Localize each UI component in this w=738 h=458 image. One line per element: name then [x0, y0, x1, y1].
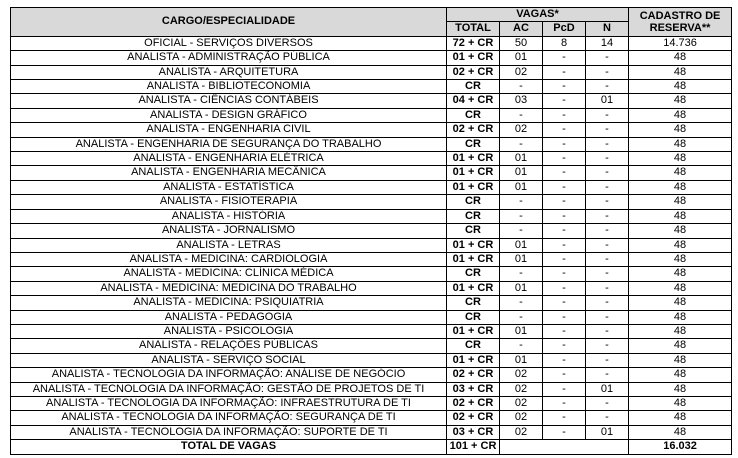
table-row	[11, 137, 732, 151]
table-row	[11, 339, 732, 353]
row-total: CR	[447, 195, 500, 209]
row-ac: 02	[500, 396, 543, 410]
row-ac: -	[500, 80, 543, 94]
row-n: -	[586, 108, 629, 122]
row-cadastro: 48	[629, 180, 732, 194]
row-pcd: -	[543, 368, 586, 382]
row-n: -	[586, 310, 629, 324]
row-pcd: -	[543, 195, 586, 209]
total-row	[11, 440, 732, 454]
row-pcd: -	[543, 267, 586, 281]
row-n: -	[586, 296, 629, 310]
table-row	[11, 281, 732, 295]
row-cadastro: 48	[629, 368, 732, 382]
row-cargo: ANALISTA - MEDICINA: MEDICINA DO TRABALHO	[11, 281, 447, 295]
row-ac: -	[500, 339, 543, 353]
row-cargo: ANALISTA - TECNOLOGIA DA INFORMAÇÃO: SEGURANÇA DE TI	[11, 411, 447, 425]
row-pcd: -	[543, 296, 586, 310]
row-pcd: -	[543, 123, 586, 137]
row-cadastro: 48	[629, 353, 732, 367]
vagas-table	[10, 7, 732, 455]
table-row	[11, 51, 732, 65]
row-cargo: ANALISTA - MEDICINA: CARDIOLOGIA	[11, 252, 447, 266]
row-cadastro: 48	[629, 209, 732, 223]
row-total: 01 + CR	[447, 180, 500, 194]
table-row	[11, 382, 732, 396]
row-total: 01 + CR	[447, 353, 500, 367]
row-total: 01 + CR	[447, 281, 500, 295]
row-cadastro: 48	[629, 65, 732, 79]
header-total: TOTAL	[447, 22, 500, 36]
row-ac: -	[500, 296, 543, 310]
row-pcd: -	[543, 281, 586, 295]
row-n: -	[586, 180, 629, 194]
row-n: -	[586, 195, 629, 209]
row-cargo: ANALISTA - TECNOLOGIA DA INFORMAÇÃO: SUPORTE DE TI	[11, 425, 447, 439]
row-ac: -	[500, 137, 543, 151]
row-cargo: ANALISTA - JORNALISMO	[11, 224, 447, 238]
row-n: -	[586, 123, 629, 137]
row-cadastro: 48	[629, 339, 732, 353]
row-pcd: -	[543, 252, 586, 266]
row-total: 03 + CR	[447, 425, 500, 439]
row-cargo: ANALISTA - MEDICINA: CLÍNICA MÉDICA	[11, 267, 447, 281]
row-cargo: ANALISTA - MEDICINA: PSIQUIATRIA	[11, 296, 447, 310]
row-ac: 50	[500, 36, 543, 50]
row-ac: -	[500, 224, 543, 238]
total-label: TOTAL DE VAGAS	[11, 440, 447, 454]
table-row	[11, 411, 732, 425]
row-total: CR	[447, 137, 500, 151]
row-ac: 01	[500, 180, 543, 194]
row-cargo: ANALISTA - BIBLIOTECONOMIA	[11, 80, 447, 94]
row-cadastro: 48	[629, 296, 732, 310]
row-cadastro: 48	[629, 123, 732, 137]
row-n: -	[586, 396, 629, 410]
row-n: -	[586, 252, 629, 266]
row-cargo: ANALISTA - ENGENHARIA ELÉTRICA	[11, 152, 447, 166]
table-row	[11, 267, 732, 281]
row-ac: 02	[500, 425, 543, 439]
row-cadastro: 48	[629, 94, 732, 108]
row-n: -	[586, 51, 629, 65]
row-total: 02 + CR	[447, 396, 500, 410]
row-total: CR	[447, 310, 500, 324]
row-ac: -	[500, 310, 543, 324]
row-total: 01 + CR	[447, 238, 500, 252]
row-cadastro: 48	[629, 310, 732, 324]
row-cargo: ANALISTA - SERVIÇO SOCIAL	[11, 353, 447, 367]
row-n: -	[586, 267, 629, 281]
row-pcd: -	[543, 137, 586, 151]
row-n: 01	[586, 94, 629, 108]
row-n: -	[586, 353, 629, 367]
row-cargo: OFICIAL - SERVIÇOS DIVERSOS	[11, 36, 447, 50]
row-cargo: ANALISTA - ESTATÍSTICA	[11, 180, 447, 194]
row-cargo: ANALISTA - PSICOLOGIA	[11, 324, 447, 338]
table-row	[11, 368, 732, 382]
row-pcd: -	[543, 108, 586, 122]
row-total: 01 + CR	[447, 51, 500, 65]
row-cargo: ANALISTA - ENGENHARIA MECÂNICA	[11, 166, 447, 180]
table-row	[11, 252, 732, 266]
row-total: CR	[447, 267, 500, 281]
row-cargo: ANALISTA - ADMINISTRAÇÃO PÚBLICA	[11, 51, 447, 65]
row-total: 01 + CR	[447, 166, 500, 180]
row-total: CR	[447, 108, 500, 122]
table-row	[11, 296, 732, 310]
row-cadastro: 48	[629, 166, 732, 180]
row-cadastro: 48	[629, 252, 732, 266]
row-cargo: ANALISTA - ARQUITETURA	[11, 65, 447, 79]
total-vagas: 101 + CR	[447, 440, 500, 454]
row-n: 01	[586, 382, 629, 396]
row-cadastro: 14.736	[629, 36, 732, 50]
row-n: -	[586, 137, 629, 151]
row-n: -	[586, 65, 629, 79]
row-ac: 01	[500, 324, 543, 338]
header-cargo: CARGO/ESPECIALIDADE	[11, 8, 447, 37]
row-cargo: ANALISTA - PEDAGOGIA	[11, 310, 447, 324]
row-total: 02 + CR	[447, 65, 500, 79]
table-row	[11, 36, 732, 50]
row-pcd: -	[543, 51, 586, 65]
row-cargo: ANALISTA - CIÊNCIAS CONTÁBEIS	[11, 94, 447, 108]
row-total: 04 + CR	[447, 94, 500, 108]
row-ac: 02	[500, 368, 543, 382]
table-row	[11, 396, 732, 410]
row-total: CR	[447, 339, 500, 353]
header-n: N	[586, 22, 629, 36]
row-ac: 02	[500, 411, 543, 425]
table-row	[11, 209, 732, 223]
row-pcd: -	[543, 353, 586, 367]
row-cadastro: 48	[629, 137, 732, 151]
row-pcd: -	[543, 396, 586, 410]
row-n: -	[586, 166, 629, 180]
row-n: -	[586, 80, 629, 94]
row-pcd: -	[543, 94, 586, 108]
row-cadastro: 48	[629, 51, 732, 65]
header-pcd: PcD	[543, 22, 586, 36]
row-ac: 01	[500, 353, 543, 367]
row-pcd: -	[543, 238, 586, 252]
table-row	[11, 108, 732, 122]
row-cadastro: 48	[629, 80, 732, 94]
row-cargo: ANALISTA - TECNOLOGIA DA INFORMAÇÃO: ANÁLISE DE NEGÓCIO	[11, 368, 447, 382]
row-total: CR	[447, 224, 500, 238]
row-total: 02 + CR	[447, 368, 500, 382]
row-ac: 01	[500, 238, 543, 252]
row-total: 02 + CR	[447, 123, 500, 137]
table-row	[11, 166, 732, 180]
row-ac: -	[500, 195, 543, 209]
row-pcd: -	[543, 224, 586, 238]
row-ac: 02	[500, 382, 543, 396]
row-cargo: ANALISTA - DESIGN GRÁFICO	[11, 108, 447, 122]
row-pcd: -	[543, 382, 586, 396]
row-pcd: -	[543, 65, 586, 79]
row-cargo: ANALISTA - HISTÓRIA	[11, 209, 447, 223]
row-pcd: -	[543, 180, 586, 194]
row-cadastro: 48	[629, 425, 732, 439]
row-n: -	[586, 368, 629, 382]
row-cadastro: 48	[629, 152, 732, 166]
row-cadastro: 48	[629, 195, 732, 209]
table-row	[11, 224, 732, 238]
row-cadastro: 48	[629, 281, 732, 295]
row-cadastro: 48	[629, 224, 732, 238]
table-row	[11, 152, 732, 166]
row-ac: -	[500, 209, 543, 223]
row-ac: -	[500, 108, 543, 122]
row-pcd: -	[543, 209, 586, 223]
row-pcd: -	[543, 425, 586, 439]
row-total: 01 + CR	[447, 252, 500, 266]
row-cargo: ANALISTA - ENGENHARIA CIVIL	[11, 123, 447, 137]
row-total: 01 + CR	[447, 324, 500, 338]
table-body	[11, 36, 732, 439]
row-ac: 03	[500, 94, 543, 108]
table-row	[11, 80, 732, 94]
row-cadastro: 48	[629, 267, 732, 281]
row-ac: 02	[500, 65, 543, 79]
table-row	[11, 353, 732, 367]
row-cadastro: 48	[629, 396, 732, 410]
row-pcd: -	[543, 152, 586, 166]
row-ac: 01	[500, 51, 543, 65]
row-pcd: -	[543, 339, 586, 353]
row-ac: -	[500, 267, 543, 281]
table-row	[11, 65, 732, 79]
row-n: -	[586, 324, 629, 338]
row-total: CR	[447, 296, 500, 310]
row-n: -	[586, 339, 629, 353]
row-ac: 01	[500, 281, 543, 295]
row-cadastro: 48	[629, 324, 732, 338]
row-n: -	[586, 281, 629, 295]
row-pcd: -	[543, 310, 586, 324]
row-cargo: ANALISTA - RELAÇÕES PÚBLICAS	[11, 339, 447, 353]
row-cadastro: 48	[629, 382, 732, 396]
table-row	[11, 310, 732, 324]
row-total: CR	[447, 80, 500, 94]
row-n: -	[586, 209, 629, 223]
row-cargo: ANALISTA - TECNOLOGIA DA INFORMAÇÃO: INFRAESTRUTURA DE TI	[11, 396, 447, 410]
total-cadastro: 16.032	[629, 440, 732, 454]
header-vagas: VAGAS*	[447, 8, 629, 22]
row-cadastro: 48	[629, 238, 732, 252]
row-pcd: -	[543, 324, 586, 338]
table-row	[11, 94, 732, 108]
row-cargo: ANALISTA - TECNOLOGIA DA INFORMAÇÃO: GESTÃO DE PROJETOS DE TI	[11, 382, 447, 396]
row-n: -	[586, 224, 629, 238]
row-pcd: -	[543, 411, 586, 425]
table-row	[11, 180, 732, 194]
row-total: 03 + CR	[447, 382, 500, 396]
row-total: 01 + CR	[447, 152, 500, 166]
table-row	[11, 425, 732, 439]
row-total: 72 + CR	[447, 36, 500, 50]
row-cargo: ANALISTA - LETRAS	[11, 238, 447, 252]
header-cadastro-reserva: CADASTRO DE RESERVA**	[629, 8, 732, 37]
row-pcd: -	[543, 166, 586, 180]
row-pcd: 8	[543, 36, 586, 50]
row-ac: 01	[500, 252, 543, 266]
row-cargo: ANALISTA - FISIOTERAPIA	[11, 195, 447, 209]
row-n: -	[586, 152, 629, 166]
row-n: -	[586, 238, 629, 252]
row-ac: 01	[500, 152, 543, 166]
row-ac: 02	[500, 123, 543, 137]
table-row	[11, 238, 732, 252]
row-n: -	[586, 411, 629, 425]
total-empty-cell	[500, 440, 629, 454]
row-cargo: ANALISTA - ENGENHARIA DE SEGURANÇA DO TRABALHO	[11, 137, 447, 151]
row-cadastro: 48	[629, 108, 732, 122]
row-cadastro: 48	[629, 411, 732, 425]
row-pcd: -	[543, 80, 586, 94]
row-total: 02 + CR	[447, 411, 500, 425]
table-row	[11, 123, 732, 137]
row-ac: 01	[500, 166, 543, 180]
header-ac: AC	[500, 22, 543, 36]
table-row	[11, 195, 732, 209]
row-n: 01	[586, 425, 629, 439]
row-total: CR	[447, 209, 500, 223]
table-row	[11, 324, 732, 338]
row-n: 14	[586, 36, 629, 50]
